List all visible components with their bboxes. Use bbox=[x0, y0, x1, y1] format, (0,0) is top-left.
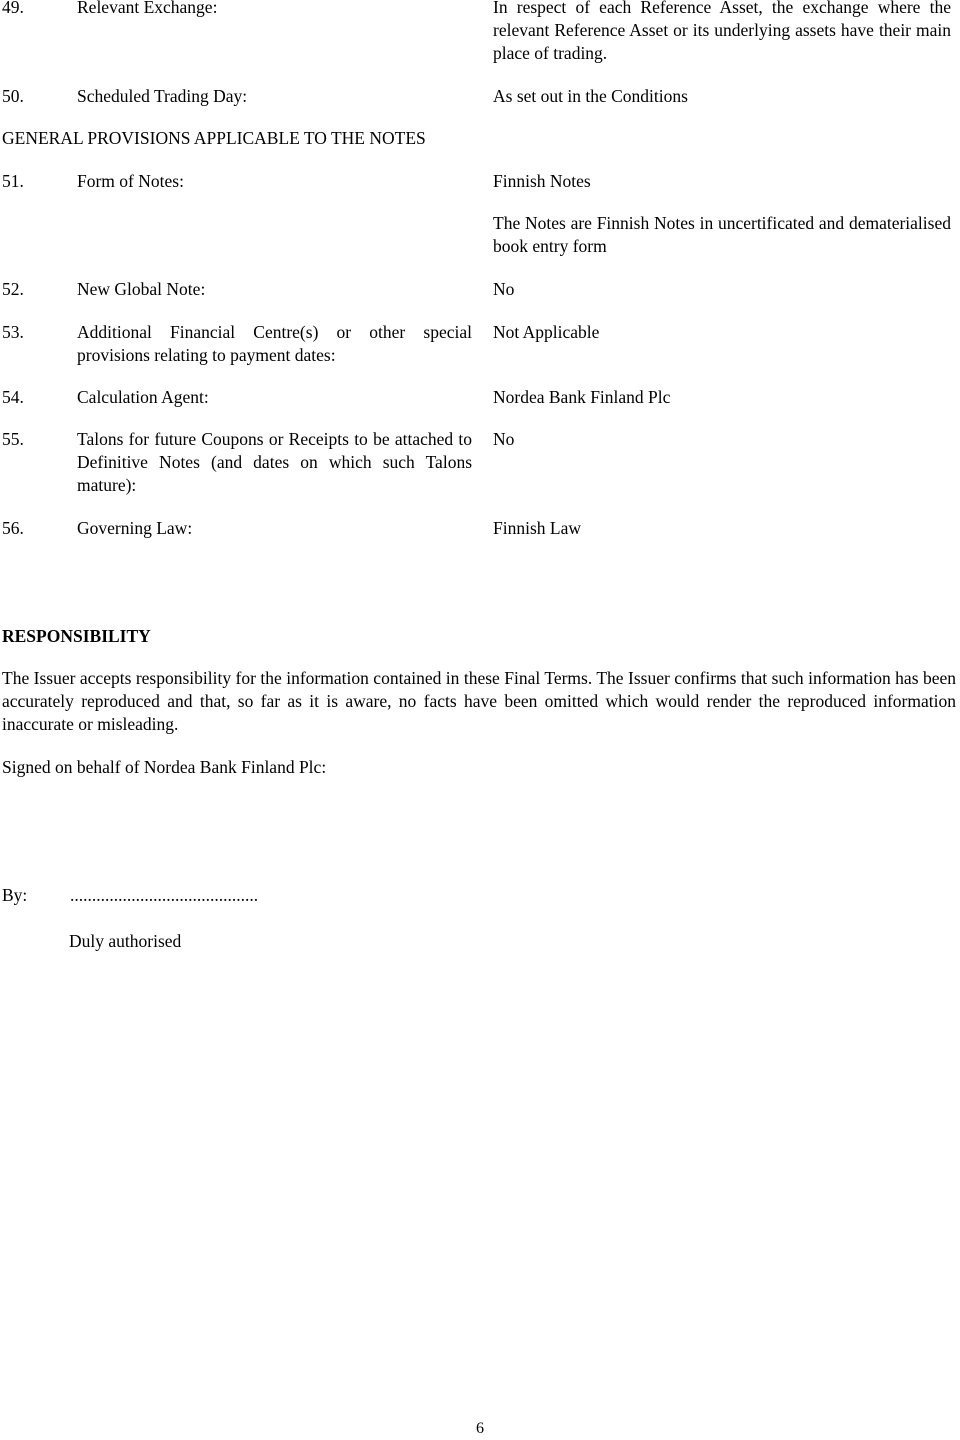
item-label: Relevant Exchange: bbox=[77, 0, 218, 17]
item-label: New Global Note: bbox=[77, 279, 206, 299]
item-value: No bbox=[493, 429, 515, 449]
item-label: Additional Financial Centre(s) or other special provisions relating to payment dates: bbox=[77, 322, 472, 365]
item-number: 52. bbox=[2, 279, 24, 299]
responsibility-text: The Issuer accepts responsibility for the information contained in these Final Terms. The Issuer confirms that such information has been accurately reproduced and that, so far as it is aware, no facts have been omitted which would render the reproduced information inaccurate or misleading. bbox=[2, 668, 956, 734]
item-label: Talons for future Coupons or Receipts to be attached to Definitive Notes (and dates on which such Talons mature): bbox=[77, 429, 472, 495]
item-number: 55. bbox=[2, 429, 24, 449]
item-value: Nordea Bank Finland Plc bbox=[493, 387, 671, 407]
item-label: Scheduled Trading Day: bbox=[77, 86, 248, 106]
item-value: Finnish Law bbox=[493, 518, 581, 538]
item-value: Not Applicable bbox=[493, 322, 600, 342]
item-number: 51. bbox=[2, 171, 24, 191]
item-number: 49. bbox=[2, 0, 24, 17]
item-value: No bbox=[493, 279, 515, 299]
page-number: 6 bbox=[476, 1420, 484, 1437]
section-heading-general-provisions: GENERAL PROVISIONS APPLICABLE TO THE NOTES bbox=[2, 128, 426, 148]
signed-on-behalf: Signed on behalf of Nordea Bank Finland Plc: bbox=[2, 757, 327, 777]
signature-by-label: By: bbox=[2, 885, 28, 905]
duly-authorised: Duly authorised bbox=[69, 931, 182, 951]
section-heading-responsibility: RESPONSIBILITY bbox=[2, 626, 151, 646]
item-value: Finnish Notes bbox=[493, 171, 591, 191]
item-value: As set out in the Conditions bbox=[493, 86, 688, 106]
item-label: Governing Law: bbox=[77, 518, 193, 538]
item-number: 54. bbox=[2, 387, 24, 407]
signature-line: ........................................... bbox=[70, 885, 259, 905]
item-label: Calculation Agent: bbox=[77, 387, 209, 407]
item-label: Form of Notes: bbox=[77, 171, 184, 191]
item-number: 53. bbox=[2, 322, 24, 342]
item-value: In respect of each Reference Asset, the exchange where the relevant Reference Asset or its underlying assets have their main place of trading. bbox=[493, 0, 951, 63]
item-number: 50. bbox=[2, 86, 24, 106]
item-number: 56. bbox=[2, 518, 24, 538]
item-value-extra: The Notes are Finnish Notes in uncertificated and dematerialised book entry form bbox=[493, 213, 951, 256]
